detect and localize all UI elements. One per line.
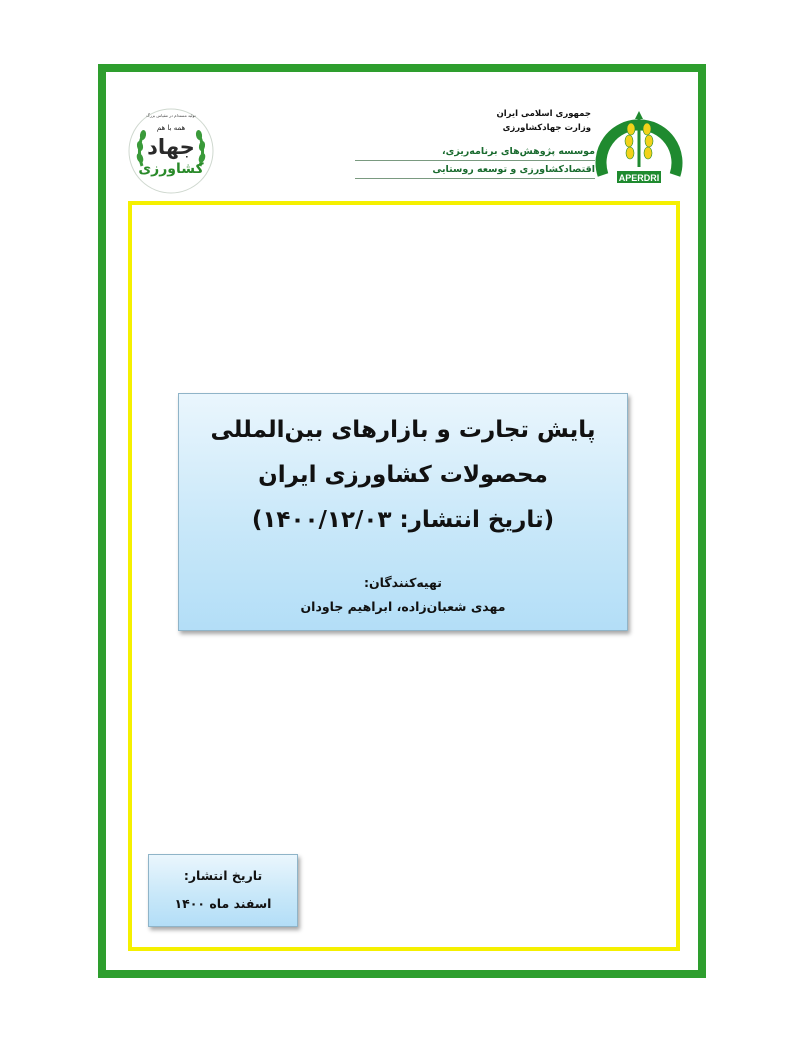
header-text-block <box>355 107 595 179</box>
preparers-label: تهیه‌کنندگان: <box>364 575 442 590</box>
jahad-arc-text: تولید مستدام در مقیاس بزرگ <box>146 113 196 118</box>
title-line-1: پایش تجارت و بازارهای بین‌المللی <box>210 417 596 443</box>
publication-date-value: اسفند ماه ۱۴۰۰ <box>174 896 272 911</box>
gov-line-2: وزارت جهادکشاورزی <box>502 123 591 133</box>
title-line-2: محصولات کشاورزی ایران <box>258 462 548 488</box>
institute-line-2: اقتصادکشاورزی و توسعه روستایی <box>432 164 595 175</box>
gov-line-1: جمهوری اسلامی ایران <box>496 109 591 119</box>
aperdri-logo <box>593 105 685 187</box>
publication-date-box <box>148 854 298 927</box>
preparers-names: مهدی شعبان‌زاده، ابراهیم جاودان <box>300 599 506 614</box>
header-divider <box>355 178 595 179</box>
title-line-3: (تاریخ انتشار: ۱۴۰۰/۱۲/۰۳) <box>251 507 555 533</box>
jahad-main-text: جهاد <box>147 135 195 159</box>
jahad-sub-text: کشاورزی <box>138 161 204 177</box>
jahad-keshavarzi-logo <box>128 108 214 194</box>
jahad-top-text: همه با هم <box>156 124 186 132</box>
aperdri-label: APERDRI <box>618 173 660 183</box>
title-box <box>178 393 628 631</box>
institute-line-1: موسسه پژوهش‌های برنامه‌ریزی، <box>442 146 595 157</box>
publication-date-label: تاریخ انتشار: <box>183 868 263 883</box>
